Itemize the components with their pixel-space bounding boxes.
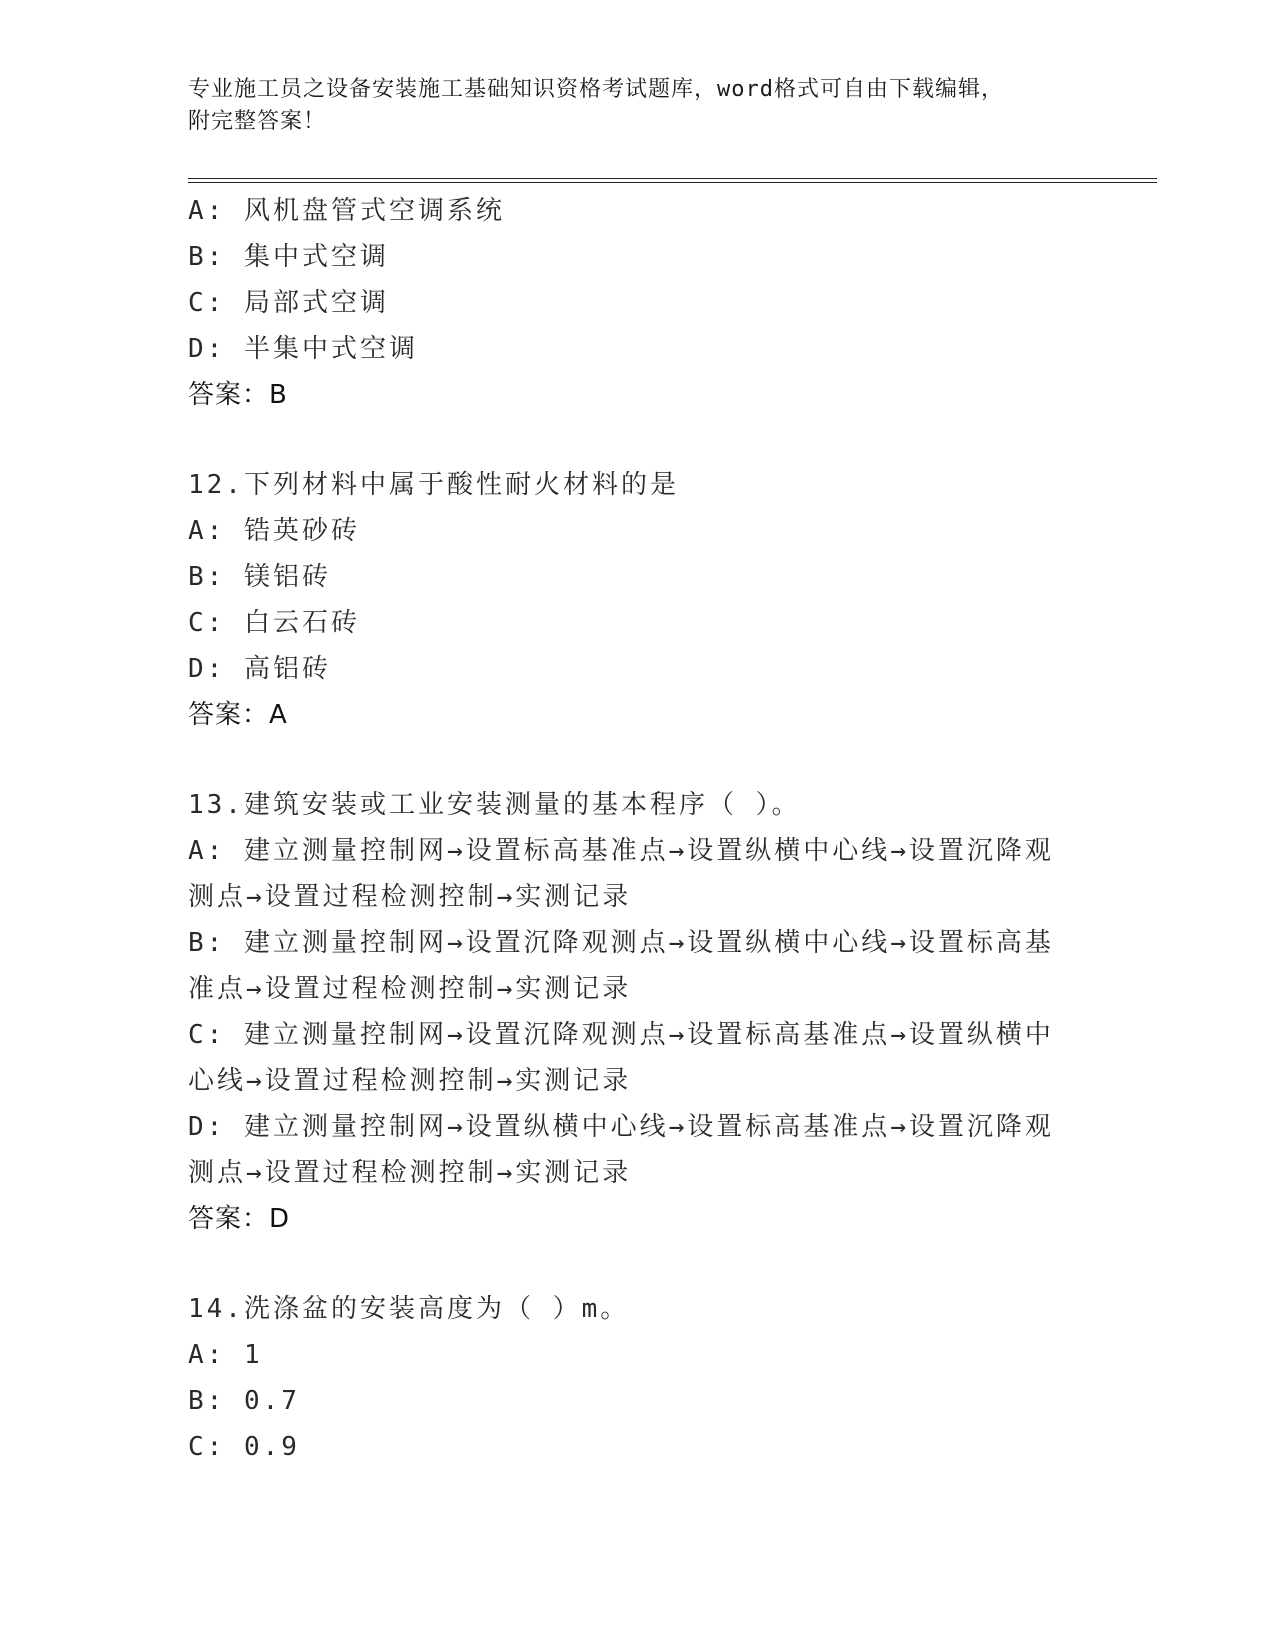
question-11	[188, 188, 1088, 418]
question-text: 13.建筑安装或工业安装测量的基本程序（ ）。	[188, 790, 801, 820]
option-c: C: 局部式空调	[188, 288, 389, 318]
option-a: A: 风机盘管式空调系统	[188, 196, 505, 226]
option-b: B: 集中式空调	[188, 242, 389, 272]
option-b: B: 镁铝砖	[188, 562, 331, 592]
option-d: D: 半集中式空调	[188, 334, 418, 364]
question-12	[188, 462, 1088, 738]
header-divider-top	[188, 178, 1157, 179]
question-spacer	[188, 738, 1088, 782]
question-text: 14.洗涤盆的安装高度为（ ）m。	[188, 1294, 630, 1324]
option-d	[188, 1104, 1088, 1196]
answer: 答案：B	[188, 380, 288, 410]
question-list	[188, 188, 1088, 1470]
option-a: A: 锆英砂砖	[188, 516, 360, 546]
option-c	[188, 1012, 1088, 1104]
question-spacer	[188, 418, 1088, 462]
option-a	[188, 828, 1088, 920]
option-d-line-2: 测点→设置过程检测控制→实测记录	[188, 1158, 632, 1188]
option-c-line-1: C: 建立测量控制网→设置沉降观测点→设置标高基准点→设置纵横中	[188, 1020, 1054, 1050]
header-divider-bottom	[188, 182, 1157, 183]
question-text: 12.下列材料中属于酸性耐火材料的是	[188, 470, 679, 500]
question-13	[188, 782, 1088, 1242]
option-c-line-2: 心线→设置过程检测控制→实测记录	[188, 1066, 632, 1096]
question-14	[188, 1286, 1088, 1470]
option-a-line-1: A: 建立测量控制网→设置标高基准点→设置纵横中心线→设置沉降观	[188, 836, 1054, 866]
option-c: C: 0.9	[188, 1432, 300, 1462]
option-a: A: 1	[188, 1340, 263, 1370]
answer: 答案：A	[188, 700, 288, 730]
option-a-line-2: 测点→设置过程检测控制→实测记录	[188, 882, 632, 912]
header-line-1: 专业施工员之设备安装施工基础知识资格考试题库，word格式可自由下载编辑，	[188, 77, 1004, 102]
option-d-line-1: D: 建立测量控制网→设置纵横中心线→设置标高基准点→设置沉降观	[188, 1112, 1054, 1142]
option-b-line-2: 准点→设置过程检测控制→实测记录	[188, 974, 632, 1004]
header-line-2: 附完整答案！	[188, 109, 327, 134]
question-spacer	[188, 1242, 1088, 1286]
option-c: C: 白云石砖	[188, 608, 360, 638]
option-b	[188, 920, 1088, 1012]
option-d: D: 高铝砖	[188, 654, 331, 684]
option-b: B: 0.7	[188, 1386, 300, 1416]
option-b-line-1: B: 建立测量控制网→设置沉降观测点→设置纵横中心线→设置标高基	[188, 928, 1054, 958]
answer: 答案：D	[188, 1204, 291, 1234]
document-header	[188, 74, 1088, 138]
